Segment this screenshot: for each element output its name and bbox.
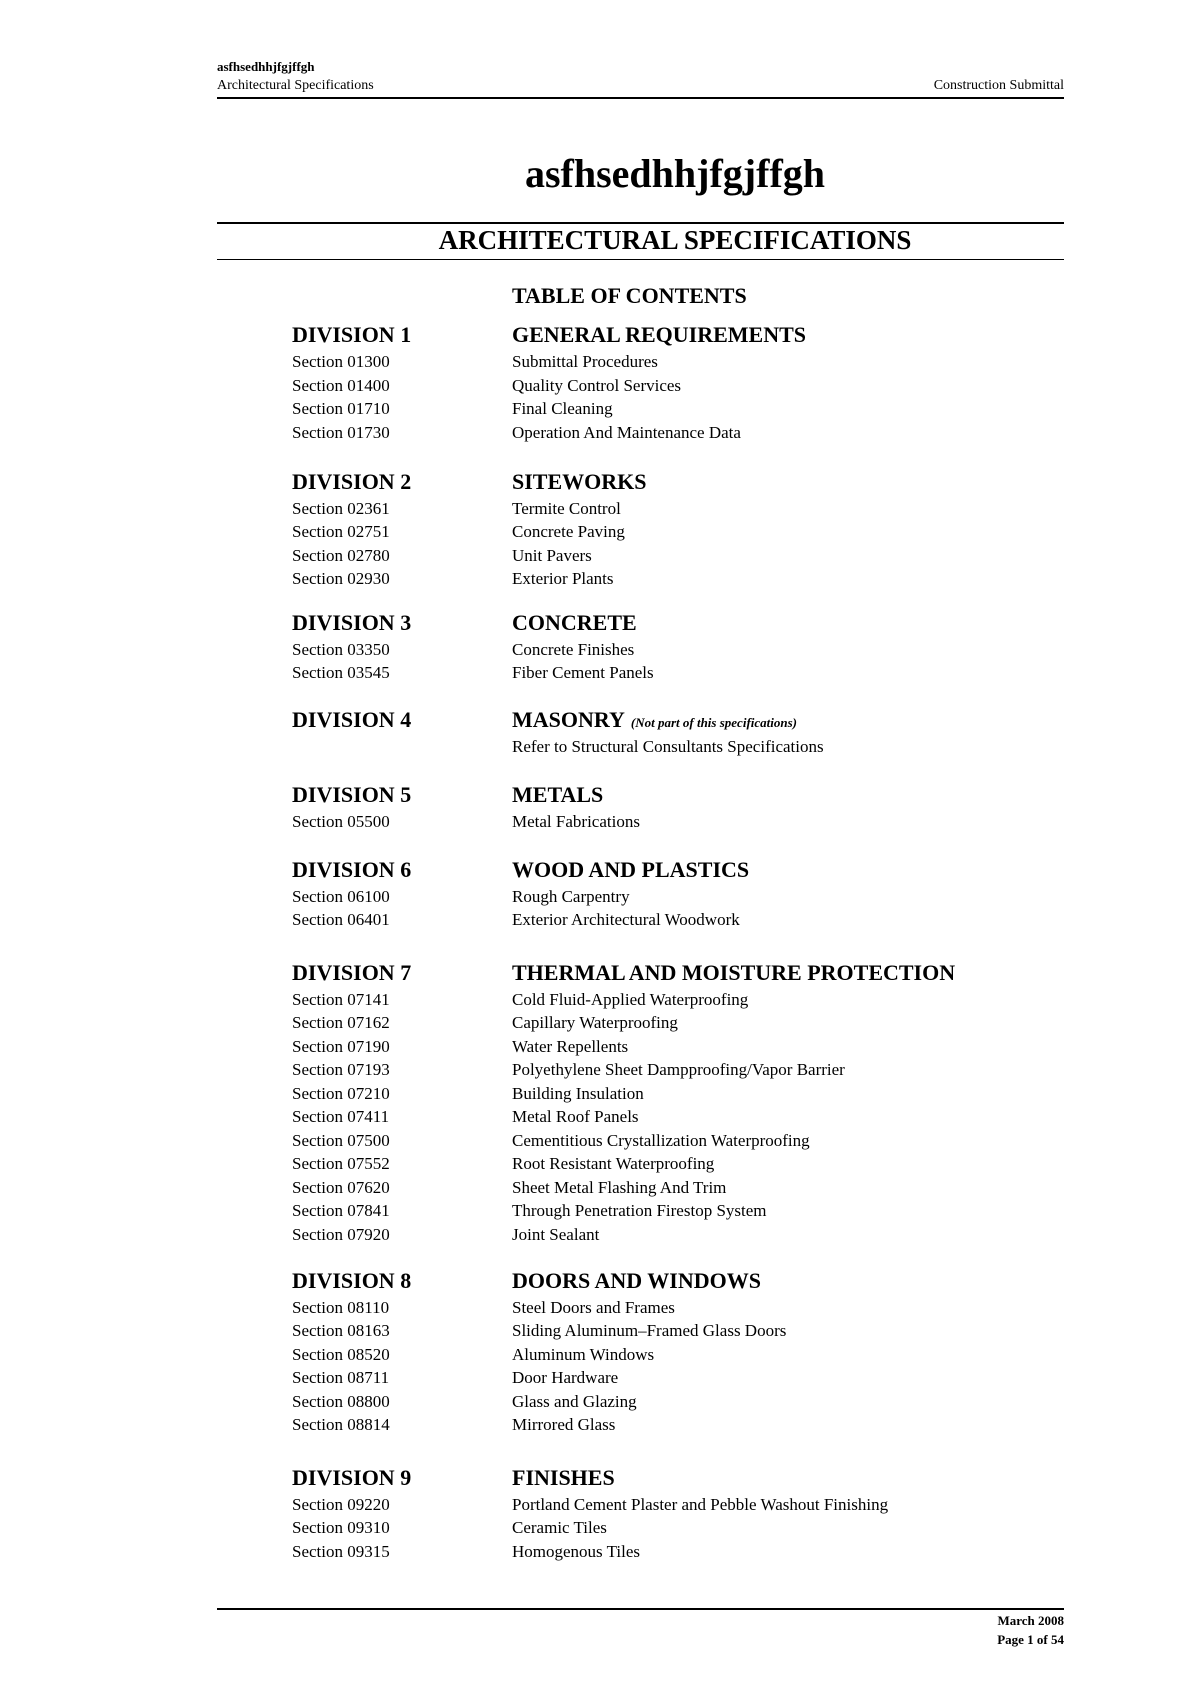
section-number: Section 07500 xyxy=(292,1131,390,1150)
division-label: DIVISION 8 xyxy=(292,1268,412,1293)
section-number: Section 06401 xyxy=(292,910,390,929)
section-number: Section 06100 xyxy=(292,887,390,906)
section-title: Metal Roof Panels xyxy=(512,1107,639,1126)
section-number: Section 09220 xyxy=(292,1495,390,1514)
section-number: Section 07620 xyxy=(292,1178,390,1197)
division-label: DIVISION 5 xyxy=(292,782,412,807)
division-name: MASONRY xyxy=(512,707,625,732)
division-name: SITEWORKS xyxy=(512,469,647,494)
division-label: DIVISION 4 xyxy=(292,707,412,732)
title-divider-bottom xyxy=(217,259,1064,260)
page-subtitle: ARCHITECTURAL SPECIFICATIONS xyxy=(438,225,912,255)
section-number: Section 09315 xyxy=(292,1542,390,1561)
section-title: Exterior Plants xyxy=(512,569,614,588)
section-title: Aluminum Windows xyxy=(512,1345,655,1364)
section-title: Sheet Metal Flashing And Trim xyxy=(512,1178,727,1197)
section-title: Concrete Paving xyxy=(512,522,625,541)
division-name: GENERAL REQUIREMENTS xyxy=(512,322,807,347)
section-title: Submittal Procedures xyxy=(512,352,658,371)
division-name: CONCRETE xyxy=(512,610,637,635)
section-number: Section 08814 xyxy=(292,1415,390,1434)
division-name: THERMAL AND MOISTURE PROTECTION xyxy=(512,960,956,985)
footer-divider xyxy=(217,1608,1064,1610)
section-number: Section 01730 xyxy=(292,423,390,442)
section-title: Quality Control Services xyxy=(512,376,682,395)
section-number: Section 07141 xyxy=(292,990,390,1009)
section-number: Section 08163 xyxy=(292,1321,390,1340)
section-title: Metal Fabrications xyxy=(512,812,640,831)
section-title: Root Resistant Waterproofing xyxy=(512,1154,715,1173)
section-title: Building Insulation xyxy=(512,1084,644,1103)
section-title: Refer to Structural Consultants Specifications xyxy=(512,737,824,756)
section-number: Section 09310 xyxy=(292,1518,390,1537)
section-title: Operation And Maintenance Data xyxy=(512,423,741,442)
section-number: Section 01300 xyxy=(292,352,390,371)
section-number: Section 08711 xyxy=(292,1368,390,1387)
section-number: Section 07411 xyxy=(292,1107,390,1126)
section-number: Section 03545 xyxy=(292,663,390,682)
section-number: Section 02751 xyxy=(292,522,390,541)
section-title: Polyethylene Sheet Dampproofing/Vapor Barrier xyxy=(512,1060,845,1079)
section-title: Cold Fluid-Applied Waterproofing xyxy=(512,990,749,1009)
section-number: Section 01710 xyxy=(292,399,390,418)
page-title: asfhsedhhjfgjffgh xyxy=(524,151,826,196)
section-title: Through Penetration Firestop System xyxy=(512,1201,767,1220)
section-number: Section 07841 xyxy=(292,1201,390,1220)
section-number: Section 08520 xyxy=(292,1345,390,1364)
division-label: DIVISION 2 xyxy=(292,469,412,494)
section-number: Section 07190 xyxy=(292,1037,390,1056)
section-number: Section 03350 xyxy=(292,640,390,659)
division-name: METALS xyxy=(512,782,604,807)
section-number: Section 01400 xyxy=(292,376,390,395)
section-title: Concrete Finishes xyxy=(512,640,635,659)
section-number: Section 02361 xyxy=(292,499,390,518)
section-title: Water Repellents xyxy=(512,1037,629,1056)
section-title: Fiber Cement Panels xyxy=(512,663,654,682)
section-title: Glass and Glazing xyxy=(512,1392,637,1411)
section-title: Steel Doors and Frames xyxy=(512,1298,675,1317)
header-project-name: asfhsedhhjfgjffgh xyxy=(217,59,315,74)
section-number: Section 02930 xyxy=(292,569,390,588)
division-label: DIVISION 9 xyxy=(292,1465,412,1490)
section-title: Final Cleaning xyxy=(512,399,613,418)
section-title: Exterior Architectural Woodwork xyxy=(512,910,740,929)
section-number: Section 08110 xyxy=(292,1298,390,1317)
division-label: DIVISION 1 xyxy=(292,322,412,347)
footer-page-number: Page 1 of 54 xyxy=(997,1632,1064,1647)
division-name: DOORS AND WINDOWS xyxy=(512,1268,761,1293)
title-divider-top xyxy=(217,222,1064,224)
section-title: Termite Control xyxy=(512,499,621,518)
section-title: Portland Cement Plaster and Pebble Washout Finishing xyxy=(512,1495,889,1514)
section-number: Section 02780 xyxy=(292,546,390,565)
division-name: WOOD AND PLASTICS xyxy=(512,857,750,882)
toc-title: TABLE OF CONTENTS xyxy=(512,283,747,308)
section-title: Joint Sealant xyxy=(512,1225,600,1244)
section-number: Section 07552 xyxy=(292,1154,390,1173)
section-title: Homogenous Tiles xyxy=(512,1542,640,1561)
section-number: Section 08800 xyxy=(292,1392,390,1411)
section-number: Section 07210 xyxy=(292,1084,390,1103)
division-label: DIVISION 6 xyxy=(292,857,412,882)
section-title: Unit Pavers xyxy=(512,546,592,565)
section-number: Section 07193 xyxy=(292,1060,390,1079)
section-title: Cementitious Crystallization Waterproofing xyxy=(512,1131,810,1150)
header-document-type: Architectural Specifications xyxy=(217,78,374,93)
footer-date: March 2008 xyxy=(997,1613,1064,1628)
header-submittal-label: Construction Submittal xyxy=(933,78,1064,93)
division-note: (Not part of this specifications) xyxy=(630,715,797,730)
division-name: FINISHES xyxy=(512,1465,615,1490)
division-label: DIVISION 3 xyxy=(292,610,412,635)
division-label: DIVISION 7 xyxy=(292,960,412,985)
section-number: Section 07920 xyxy=(292,1225,390,1244)
section-title: Door Hardware xyxy=(512,1368,619,1387)
section-title: Sliding Aluminum–Framed Glass Doors xyxy=(512,1321,787,1340)
section-number: Section 05500 xyxy=(292,812,390,831)
section-title: Mirrored Glass xyxy=(512,1415,616,1434)
header-divider xyxy=(217,97,1064,99)
section-number: Section 07162 xyxy=(292,1013,390,1032)
section-title: Capillary Waterproofing xyxy=(512,1013,678,1032)
section-title: Ceramic Tiles xyxy=(512,1518,607,1537)
section-title: Rough Carpentry xyxy=(512,887,630,906)
